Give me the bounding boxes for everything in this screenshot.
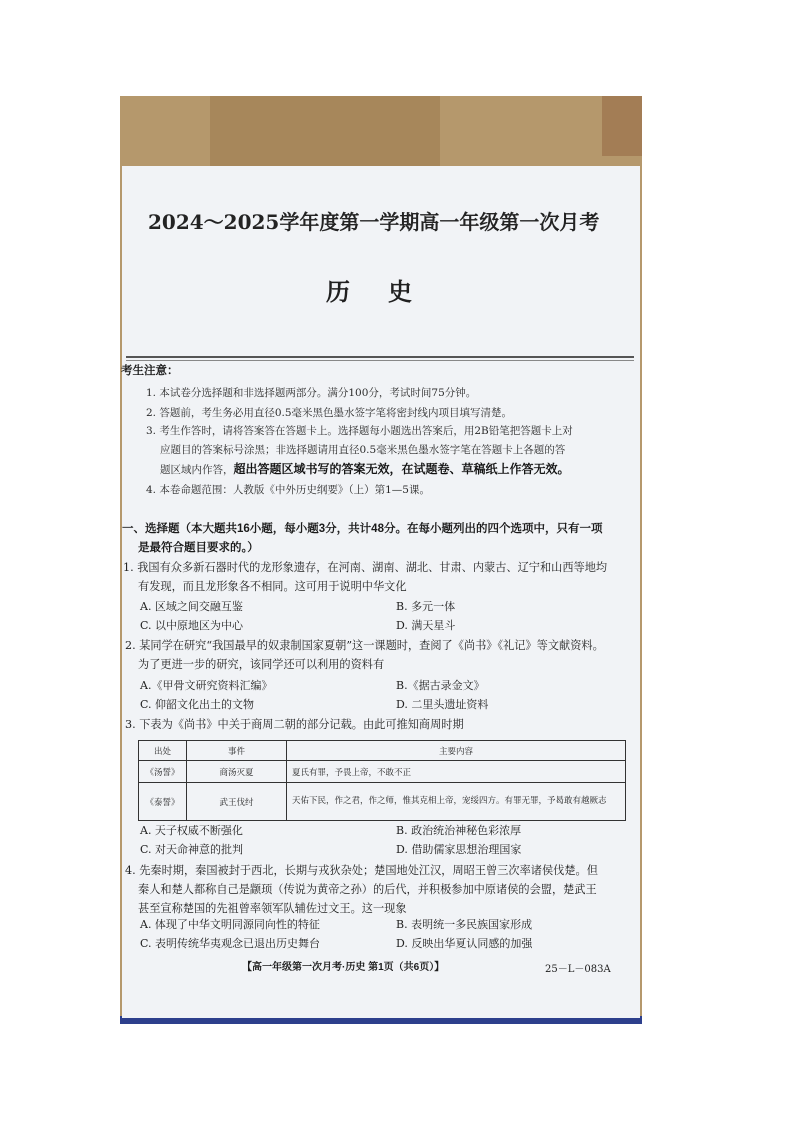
- notice-line-3c: 题区域内作答，超出答题区域书写的答案无效，在试题卷、草稿纸上作答无效。: [160, 462, 570, 476]
- notice-heading: 考生注意：: [121, 365, 179, 377]
- notice-line-2: 2. 答题前，考生务必用直径0.5毫米黑色墨水签字笔将密封线内项目填写清楚。: [146, 407, 513, 419]
- q1-option-d: D. 满天星斗: [396, 619, 456, 632]
- notice-line-3b: 应题目的答案标号涂黑；非选择题请用直径0.5毫米黑色墨水签字笔在答题卡上各题的答: [160, 444, 566, 456]
- envelope-corner: [602, 96, 642, 156]
- header-rule: [126, 356, 634, 358]
- table-header-content: 主要内容: [287, 741, 626, 761]
- q2-option-d: D. 二里头遗址资料: [396, 698, 489, 711]
- table-cell-content: 天佑下民，作之君，作之师，惟其克相上帝，宠绥四方。有罪无罪，予曷敢有越厥志: [287, 783, 626, 821]
- table-header-source: 出处: [139, 741, 187, 761]
- table-header-row: [139, 741, 626, 761]
- q2-stem-line2: 为了更进一步的研究，该同学还可以利用的资料有: [138, 658, 385, 671]
- table-header-event: 事件: [187, 741, 287, 761]
- q2-stem-line1: 2. 某同学在研究“我国最早的奴隶制国家夏朝”这一课题时，查阅了《尚书》《礼记》等文献资料。: [125, 639, 604, 652]
- table-cell-event: 武王伐纣: [187, 783, 287, 821]
- page-footer: 【高一年级第一次月考·历史 第1页（共6页）】: [242, 962, 445, 973]
- q1-option-b: B. 多元一体: [396, 600, 456, 613]
- subject-title: 历史: [326, 277, 450, 306]
- q3-stem-line1: 3. 下表为《尚书》中关于商周二朝的部分记载。由此可推知商周时期: [125, 718, 464, 731]
- q4-stem-line1: 4. 先秦时期，秦国被封于西北，长期与戎狄杂处；楚国地处江汉，周昭王曾三次率诸侯伐楚。但: [125, 864, 598, 877]
- q3-option-a: A. 天子权威不断强化: [140, 824, 243, 837]
- q2-option-a: A.《甲骨文研究资料汇编》: [140, 679, 273, 692]
- q4-option-c: C. 表明传统华夷观念已退出历史舞台: [140, 937, 321, 950]
- exam-title: 2024～2025学年度第一学期高一年级第一次月考: [148, 210, 600, 234]
- q4-stem-line3: 甚至宣称楚国的先祖曾率领军队辅佐过文王。这一现象: [138, 902, 407, 915]
- q4-option-a: A. 体现了中华文明同源同向性的特征: [140, 918, 320, 931]
- table-row: [139, 761, 626, 783]
- q1-stem-line2: 有发现，而且龙形象各不相同。这可用于说明中华文化: [138, 580, 407, 593]
- q4-option-b: B. 表明统一多民族国家形成: [396, 918, 533, 931]
- q1-stem-line1: 1. 我国有众多新石器时代的龙形象遗存，在河南、湖南、湖北、甘肃、内蒙古、辽宁和山西等地均: [123, 561, 608, 574]
- notice-emphasis: 超出答题区域书写的答案无效，在试题卷、草稿纸上作答无效。: [233, 462, 570, 476]
- envelope-fold: [210, 96, 440, 166]
- section-heading-line2: 是最符合题目要求的。）: [138, 542, 259, 554]
- table-row: [139, 783, 626, 821]
- section-heading-line1: 一、选择题（本大题共16小题，每小题3分，共计48分。在每小题列出的四个选项中，只有一项: [122, 523, 603, 535]
- table-cell-source: 《泰誓》: [139, 783, 187, 821]
- table-cell-source: 《汤誓》: [139, 761, 187, 783]
- table-cell-content: 夏氏有罪，予畏上帝，不敢不正: [287, 761, 626, 783]
- q3-source-table: [138, 740, 626, 821]
- q2-option-b: B.《据古录金文》: [396, 679, 485, 692]
- q4-stem-line2: 秦人和楚人都称自己是颛顼（传说为黄帝之孙）的后代，并积极参加中原诸侯的会盟，楚武王: [138, 883, 597, 896]
- exam-code: 25－L－083A: [545, 964, 611, 975]
- notice-line-4: 4. 本卷命题范围：人教版《中外历史纲要》（上）第1—5课。: [146, 484, 430, 496]
- notice-line-1: 1. 本试卷分选择题和非选择题两部分。满分100分，考试时间75分钟。: [146, 387, 477, 399]
- table-cell-event: 商汤灭夏: [187, 761, 287, 783]
- q3-option-d: D. 借助儒家思想治理国家: [396, 843, 522, 856]
- header-rule-thin: [126, 360, 634, 361]
- notice-line-3: 3. 考生作答时，请将答案答在答题卡上。选择题每小题选出答案后，用2B铅笔把答题卡上对: [146, 425, 573, 437]
- q3-option-b: B. 政治统治神秘色彩浓厚: [396, 824, 522, 837]
- q2-option-c: C. 仰韶文化出土的文物: [140, 698, 255, 711]
- q4-option-d: D. 反映出华夏认同感的加强: [396, 937, 533, 950]
- q1-option-c: C. 以中原地区为中心: [140, 619, 244, 632]
- q1-option-a: A. 区域之间交融互鉴: [140, 600, 243, 613]
- q3-option-c: C. 对天命神意的批判: [140, 843, 244, 856]
